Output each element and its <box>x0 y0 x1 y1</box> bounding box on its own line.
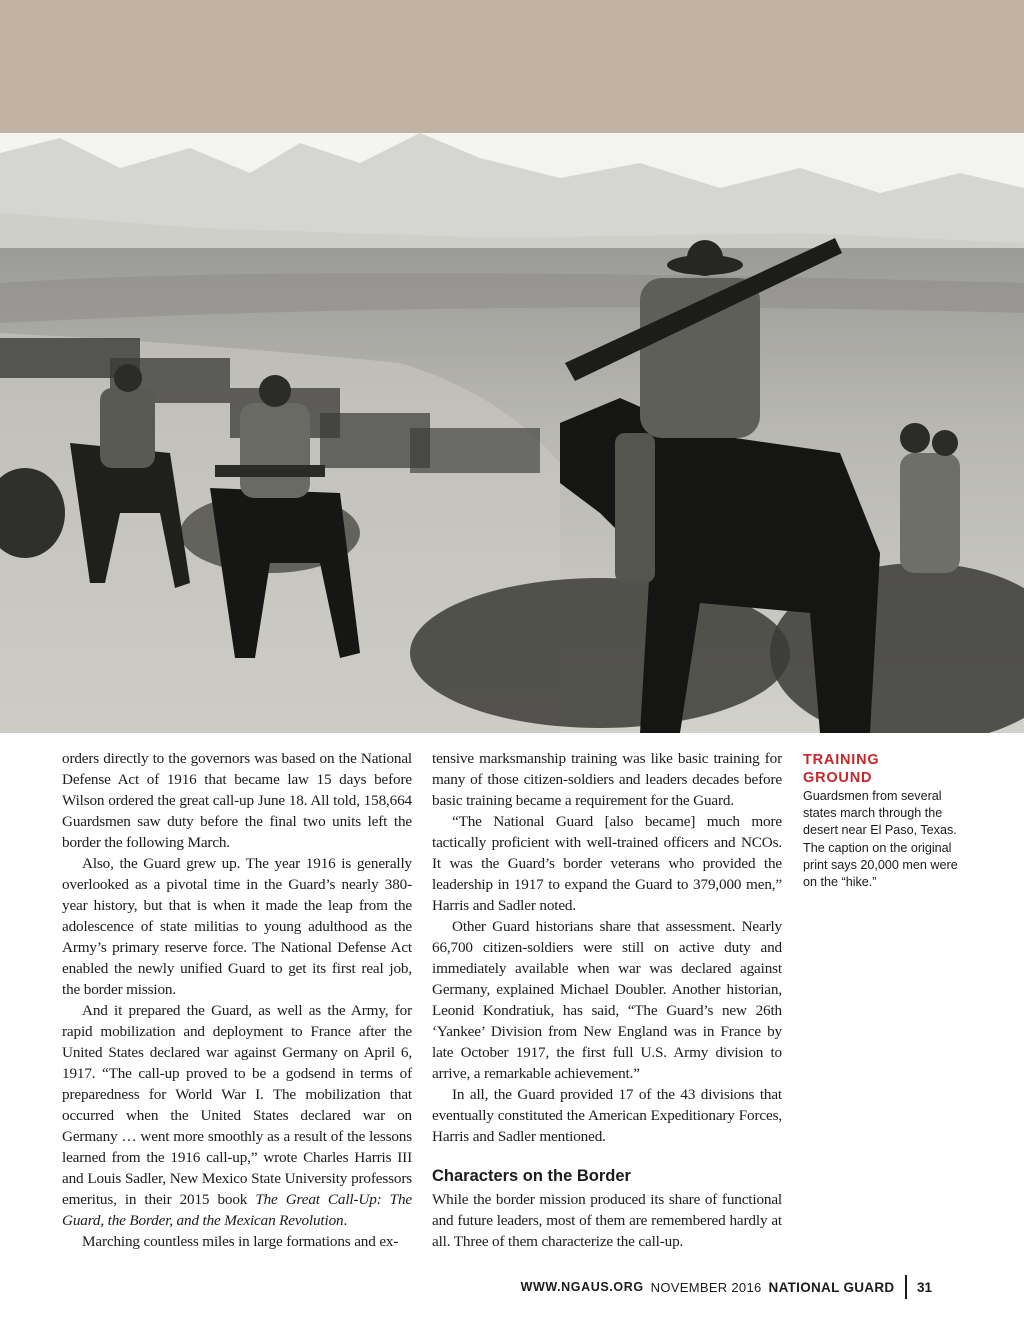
paragraph: Marching countless miles in large formations and ex- <box>82 1233 399 1250</box>
caption-body: Guardsmen from several states march through the desert near El Paso, Texas. The caption on the original print says 20,000 men were on the “hike.” <box>803 789 958 890</box>
page-number: 31 <box>916 1279 932 1295</box>
paragraph: While the border mission produced its share of functional and future leaders, most of them are remembered hardly at all. Three of them characterize the call-up. <box>432 1191 782 1250</box>
paragraph-text: And it prepared the Guard, as well as the Army, for rapid mobilization and deployment to France after the United States declared war against Germany on April 6, 1917. “The call-up proved to be a godsend in terms of preparedness for World War I. The mobilization that occurred when the United States declared war on Germany … went more smoothly as a result of the lessons learned from the 1916 call-up,” wrote Charles Harris III and Louis Sadler, New Mexico State University professors emeritus, in their 2015 book <box>62 1002 412 1208</box>
caption-title-line: TRAINING <box>803 752 880 768</box>
paragraph <box>62 1000 412 1231</box>
photograph-of-mounted-guardsmen <box>0 133 1024 733</box>
book-title: The Great Call-Up: The Guard, the Border, and the Mexican Revolution <box>62 1191 412 1229</box>
article-column-1 <box>62 748 412 1252</box>
footer-url[interactable]: WWW.NGAUS.ORG <box>520 1280 644 1294</box>
article-photo <box>0 133 1024 733</box>
photo-caption <box>803 751 963 891</box>
paragraph: “The National Guard [also became] much more tactically proficient with well-trained officers and NCOs. It was the Guard’s border veterans who provided the leadership in 1917 to expand the Guard to 379,000 men,” Harris and Sadler noted. <box>432 813 782 914</box>
footer-divider <box>905 1275 907 1299</box>
paragraph: Also, the Guard grew up. The year 1916 is generally overlooked as a pivotal time in the Guard’s nearly 380-year history, but that is when it made the leap from the adolescence of state militias to young adulthood as the Army’s primary reserve force. The National Defense Act enabled the newly unified Guard to get its first real job, the border mission. <box>62 855 412 998</box>
article-column-2 <box>432 748 782 1252</box>
page-footer <box>521 1275 932 1299</box>
section-heading: Characters on the Border <box>432 1167 631 1185</box>
footer-magazine-name: NATIONAL GUARD <box>768 1279 895 1295</box>
paragraph: In all, the Guard provided 17 of the 43 divisions that eventually constituted the American Expeditionary Forces, Harris and Sadler mentioned. <box>432 1086 782 1145</box>
paragraph: tensive marksmanship training was like basic training for many of those citizen-soldiers and leaders decades before basic training became a requirement for the Guard. <box>432 750 782 809</box>
footer-date: NOVEMBER 2016 <box>650 1279 762 1295</box>
caption-title <box>803 751 963 787</box>
paragraph-end: . <box>343 1212 348 1229</box>
paragraph: orders directly to the governors was based on the National Defense Act of 1916 that became law 15 days before Wilson ordered the great call-up June 18. All told, 158,664 Guardsmen saw duty before the final two units left the border the following March. <box>62 750 412 851</box>
caption-title-line: GROUND <box>803 770 873 786</box>
top-color-band <box>0 0 1024 133</box>
paragraph: Other Guard historians share that assessment. Nearly 66,700 citizen-soldiers were still on active duty and immediately available when war was declared against Germany, explained Michael Doubler. Another historian, Leonid Kondratiuk, has said, “The Guard’s new 26th ‘Yankee’ Division from New England was in France by late October 1917, the first full U.S. Army division to arrive, a remarkable achievement.” <box>432 918 782 1082</box>
